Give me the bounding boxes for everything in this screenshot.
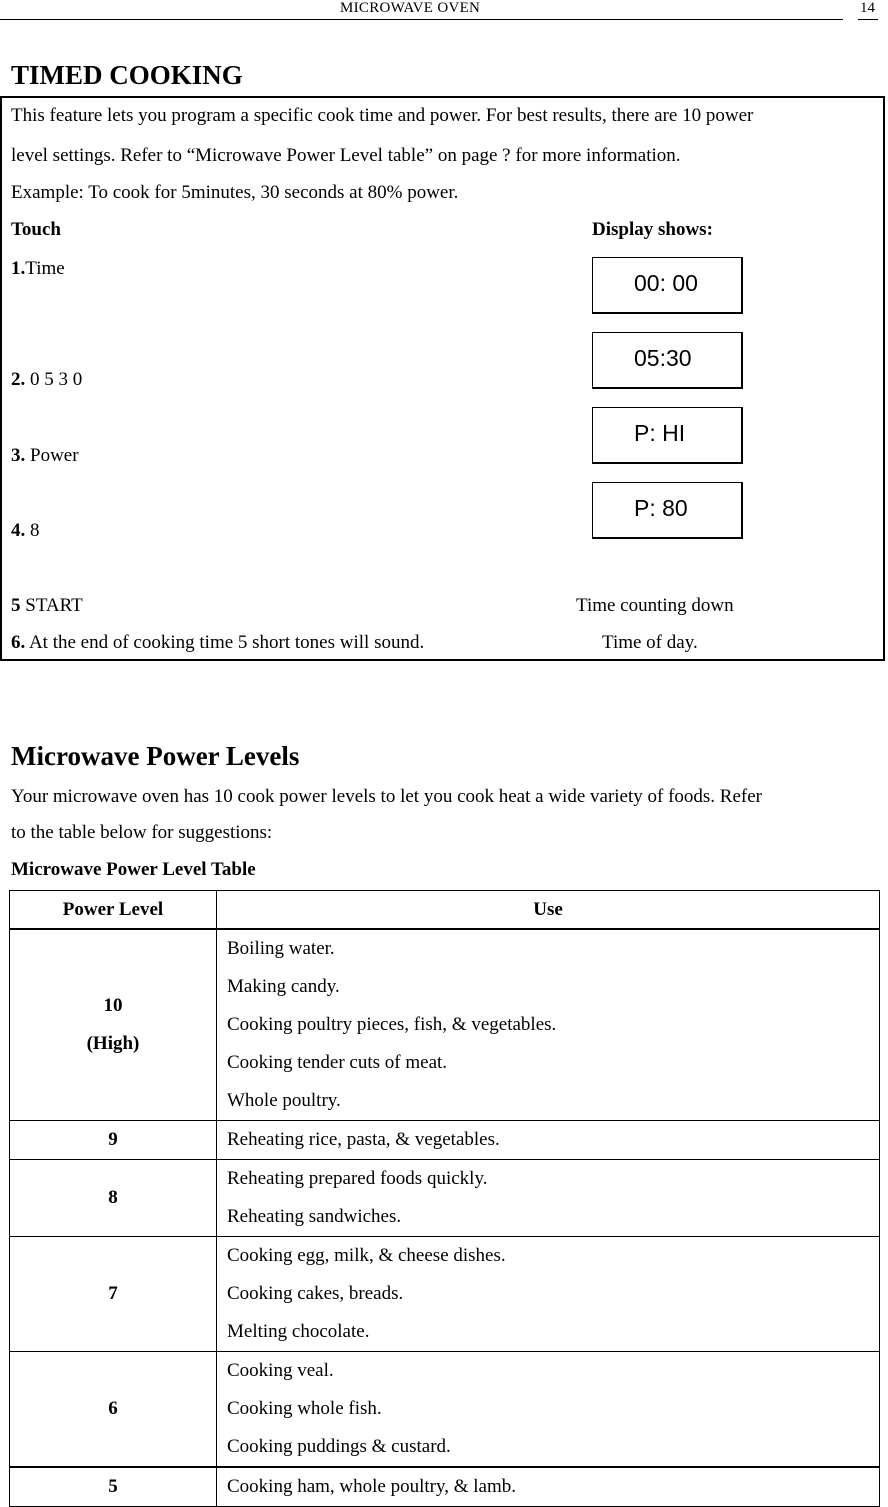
step-text: At the end of cooking time 5 short tones will sound. <box>25 632 425 653</box>
display-box-4 <box>592 482 743 539</box>
step-5 <box>11 595 83 617</box>
table-row <box>10 929 880 1121</box>
use-cell <box>217 929 880 1121</box>
use-cell <box>217 1237 880 1352</box>
display-column-header: Display shows: <box>592 219 713 240</box>
column-header-use: Use <box>217 891 880 930</box>
power-intro-line-2: to the table below for suggestions: <box>11 822 273 843</box>
power-level-cell: 7 <box>10 1237 217 1352</box>
timed-intro-line-1: This feature lets you program a specific cook time and power. For best results, there are 10 power <box>11 105 754 126</box>
table-row <box>10 1352 880 1468</box>
timed-intro-line-2: level settings. Refer to “Microwave Power Level table” on page ? for more information. <box>11 145 681 166</box>
step-6 <box>11 632 424 654</box>
display-box-2 <box>592 332 743 389</box>
step-text: START <box>20 595 83 616</box>
timed-example: Example: To cook for 5minutes, 30 seconds at 80% power. <box>11 182 459 203</box>
use-line: Boiling water. <box>227 938 335 959</box>
power-level-cell: 8 <box>10 1160 217 1237</box>
power-level-cell: 6 <box>10 1352 217 1468</box>
power-level-cell: 9 <box>10 1121 217 1160</box>
step-3 <box>11 445 79 467</box>
page-number-rule <box>858 19 878 20</box>
step-number: 6. <box>11 632 26 653</box>
step-number: 5 <box>11 595 21 616</box>
display-box-1 <box>592 257 743 314</box>
use-line: Cooking cakes, breads. <box>227 1283 404 1304</box>
use-line: Cooking egg, milk, & cheese dishes. <box>227 1245 506 1266</box>
use-line: Cooking whole fish. <box>227 1398 382 1419</box>
step-2 <box>11 369 82 391</box>
use-line: Reheating sandwiches. <box>227 1206 402 1227</box>
timed-cooking-heading: TIMED COOKING <box>11 60 243 90</box>
power-table-title: Microwave Power Level Table <box>11 859 256 880</box>
use-line: Whole poultry. <box>227 1090 341 1111</box>
display-readout: P: 80 <box>634 495 688 521</box>
display-readout: 05:30 <box>634 345 692 371</box>
step-number: 1. <box>11 258 26 279</box>
step-1 <box>11 258 65 280</box>
use-cell <box>217 1352 880 1468</box>
use-line: Reheating rice, pasta, & vegetables. <box>227 1129 500 1150</box>
table-row <box>10 1467 880 1507</box>
use-line: Cooking poultry pieces, fish, & vegetables. <box>227 1014 557 1035</box>
use-line: Melting chocolate. <box>227 1321 370 1342</box>
display-text-time-of-day: Time of day. <box>602 632 698 653</box>
table-row <box>10 1121 880 1160</box>
use-line: Reheating prepared foods quickly. <box>227 1168 488 1189</box>
timed-cooking-box <box>0 96 885 661</box>
power-levels-heading: Microwave Power Levels <box>11 741 300 771</box>
power-level-cell: 5 <box>10 1467 217 1507</box>
step-number: 3. <box>11 445 26 466</box>
use-cell <box>217 1160 880 1237</box>
step-text: 0 5 3 0 <box>25 369 83 390</box>
display-box-3 <box>592 407 743 464</box>
table-row <box>10 1160 880 1237</box>
step-text: 8 <box>25 520 40 541</box>
power-level-table <box>9 890 880 1507</box>
page-number: 14 <box>860 0 875 16</box>
column-header-power-level: Power Level <box>10 891 217 930</box>
step-text: Time <box>25 258 65 279</box>
table-row <box>10 1237 880 1352</box>
step-4 <box>11 520 40 542</box>
power-level-sub: (High) <box>86 1033 140 1054</box>
power-level-value: 10 <box>103 995 123 1016</box>
use-cell <box>217 1121 880 1160</box>
step-text: Power <box>25 445 79 466</box>
power-level-cell <box>10 929 217 1121</box>
step-number: 2. <box>11 369 26 390</box>
use-line: Making candy. <box>227 976 340 997</box>
display-readout: P: HI <box>634 420 686 446</box>
use-line: Cooking puddings & custard. <box>227 1436 451 1457</box>
display-text-countdown: Time counting down <box>576 595 734 616</box>
power-intro-line-1: Your microwave oven has 10 cook power levels to let you cook heat a wide variety of foods. Refer <box>11 786 763 807</box>
use-cell <box>217 1467 880 1507</box>
display-readout: 00: 00 <box>634 270 698 296</box>
use-line: Cooking ham, whole poultry, & lamb. <box>227 1476 517 1497</box>
use-line: Cooking veal. <box>227 1360 334 1381</box>
use-line: Cooking tender cuts of meat. <box>227 1052 448 1073</box>
header-rule <box>0 19 843 20</box>
touch-column-header: Touch <box>11 219 61 240</box>
table-header-row <box>10 891 880 930</box>
step-number: 4. <box>11 520 26 541</box>
running-header: MICROWAVE OVEN <box>340 0 481 16</box>
